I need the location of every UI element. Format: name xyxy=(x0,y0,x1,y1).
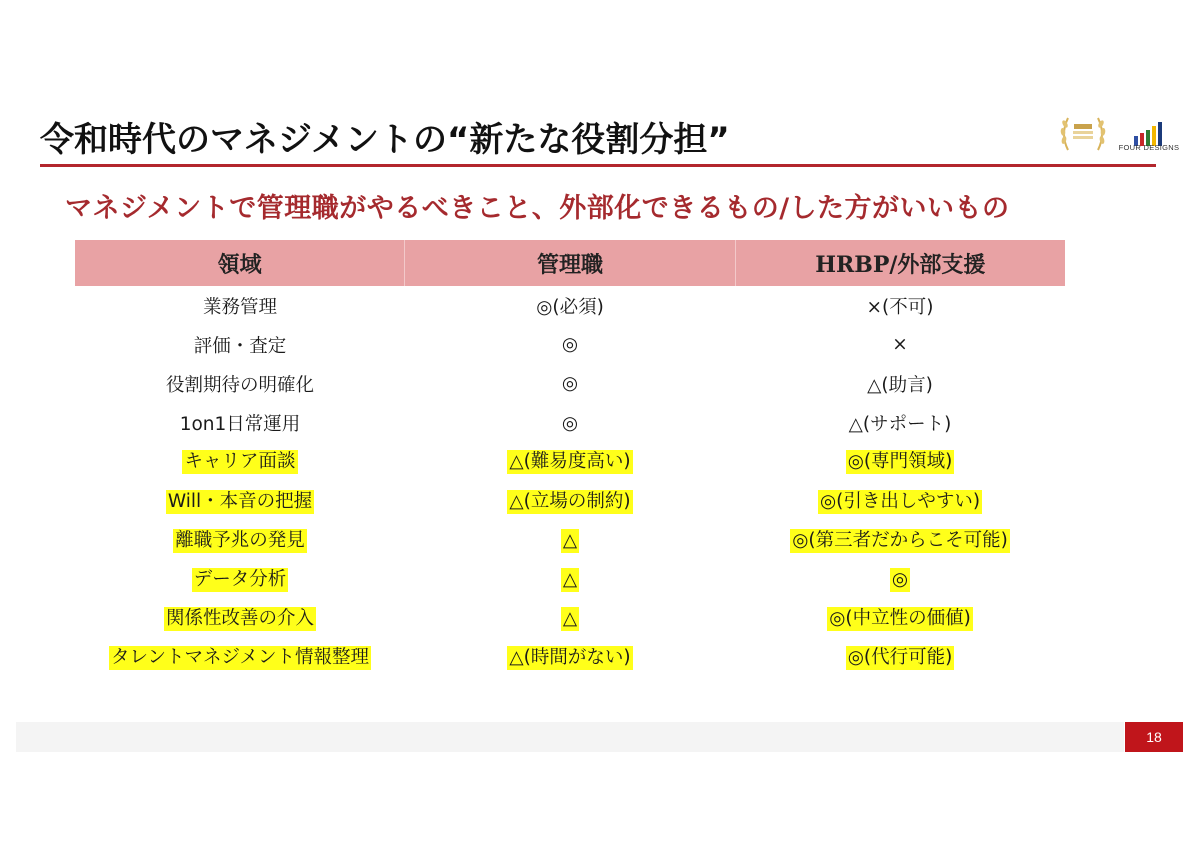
cell-hrbp xyxy=(735,490,1065,514)
table-row xyxy=(75,286,1065,325)
cell-area xyxy=(75,568,405,592)
header-manager: 管理職 xyxy=(404,240,734,286)
header-hrbp: HRBP/外部支援 xyxy=(735,240,1065,286)
cell-hrbp-text: ◎(第三者だからこそ可能) xyxy=(792,529,1008,551)
table-row xyxy=(75,482,1065,521)
cell-area-text: データ分析 xyxy=(193,568,287,590)
cell-manager-text: △ xyxy=(562,608,578,630)
cell-manager xyxy=(405,529,735,553)
cell-area xyxy=(75,371,405,397)
cell-hrbp xyxy=(735,646,1065,670)
cell-area-text: 業務管理 xyxy=(202,296,277,318)
cell-hrbp xyxy=(735,371,1065,397)
cell-hrbp xyxy=(735,410,1065,436)
table-row xyxy=(75,443,1065,482)
cell-hrbp-text: ◎(代行可能) xyxy=(847,647,953,669)
cell-hrbp xyxy=(735,529,1065,553)
cell-area-text: キャリア面談 xyxy=(184,451,296,473)
role-division-table xyxy=(75,240,1065,678)
cell-hrbp-text: △(サポート) xyxy=(848,414,952,436)
cell-hrbp xyxy=(735,568,1065,592)
table-header xyxy=(75,240,1065,286)
cell-area-text: タレントマネジメント情報整理 xyxy=(111,647,369,669)
table-row xyxy=(75,521,1065,560)
cell-manager-text: ◎(必須) xyxy=(536,296,604,318)
table-row xyxy=(75,364,1065,403)
cell-area xyxy=(75,293,405,319)
cell-area xyxy=(75,332,405,358)
cell-manager xyxy=(405,607,735,631)
cell-area-text: Will・本音の把握 xyxy=(167,490,313,512)
cell-hrbp xyxy=(735,293,1065,319)
cell-hrbp xyxy=(735,334,1065,355)
cell-manager-text: ◎ xyxy=(561,412,579,434)
table-row xyxy=(75,325,1065,364)
table-body xyxy=(75,286,1065,678)
slide-subtitle: マネジメントで管理職がやるべきこと、外部化できるもの/した方がいいもの xyxy=(65,193,1010,224)
cell-hrbp xyxy=(735,450,1065,474)
table-row xyxy=(75,404,1065,443)
cell-manager-text: △(難易度高い) xyxy=(509,451,631,473)
cell-area-text: 評価・査定 xyxy=(193,335,287,357)
cell-hrbp-text: ×(不可) xyxy=(866,296,934,318)
cell-manager-text: ◎ xyxy=(561,373,579,395)
cell-hrbp-text: ◎(中立性の価値) xyxy=(829,608,971,630)
cell-area-text: 関係性改善の介入 xyxy=(165,608,314,630)
header-area: 領域 xyxy=(217,251,262,278)
cell-hrbp-text: △(助言) xyxy=(867,374,933,396)
title-divider xyxy=(40,164,1156,167)
cell-area xyxy=(75,607,405,631)
cell-area xyxy=(75,529,405,553)
cell-area-text: 役割期待の明確化 xyxy=(165,374,314,396)
cell-area xyxy=(75,410,405,436)
cell-manager-text: ◎ xyxy=(561,334,579,356)
footer-bar xyxy=(16,722,1124,752)
cell-manager xyxy=(405,334,735,355)
cell-manager xyxy=(405,568,735,592)
cell-manager-text: △ xyxy=(562,568,578,590)
cell-area-text: 離職予兆の発見 xyxy=(175,529,305,551)
cell-manager xyxy=(405,490,735,514)
cell-manager xyxy=(405,450,735,474)
cell-manager-text: △ xyxy=(562,529,578,551)
cell-manager xyxy=(405,373,735,394)
cell-manager xyxy=(405,413,735,434)
cell-manager xyxy=(405,293,735,319)
brand-name: FOUR DESIGNS xyxy=(1118,143,1180,152)
table-row xyxy=(75,639,1065,678)
table-row xyxy=(75,600,1065,639)
cell-hrbp-text: × xyxy=(892,334,908,356)
table-row xyxy=(75,560,1065,599)
cell-area-text: 1on1日常運用 xyxy=(179,414,301,436)
cell-hrbp-text: ◎(引き出しやすい) xyxy=(819,490,981,512)
cell-hrbp-text: ◎(専門領域) xyxy=(847,451,953,473)
cell-area xyxy=(75,646,405,670)
cell-manager-text: △(時間がない) xyxy=(509,647,631,669)
cell-area xyxy=(75,450,405,474)
award-badge-icon xyxy=(1058,110,1108,156)
cell-area xyxy=(75,490,405,514)
cell-manager xyxy=(405,646,735,670)
cell-hrbp xyxy=(735,607,1065,631)
page-number: 18 xyxy=(1125,722,1183,752)
cell-manager-text: △(立場の制約) xyxy=(509,490,631,512)
slide-title: 令和時代のマネジメントの“新たな役割分担” xyxy=(40,120,730,160)
cell-hrbp-text: ◎ xyxy=(891,568,909,590)
